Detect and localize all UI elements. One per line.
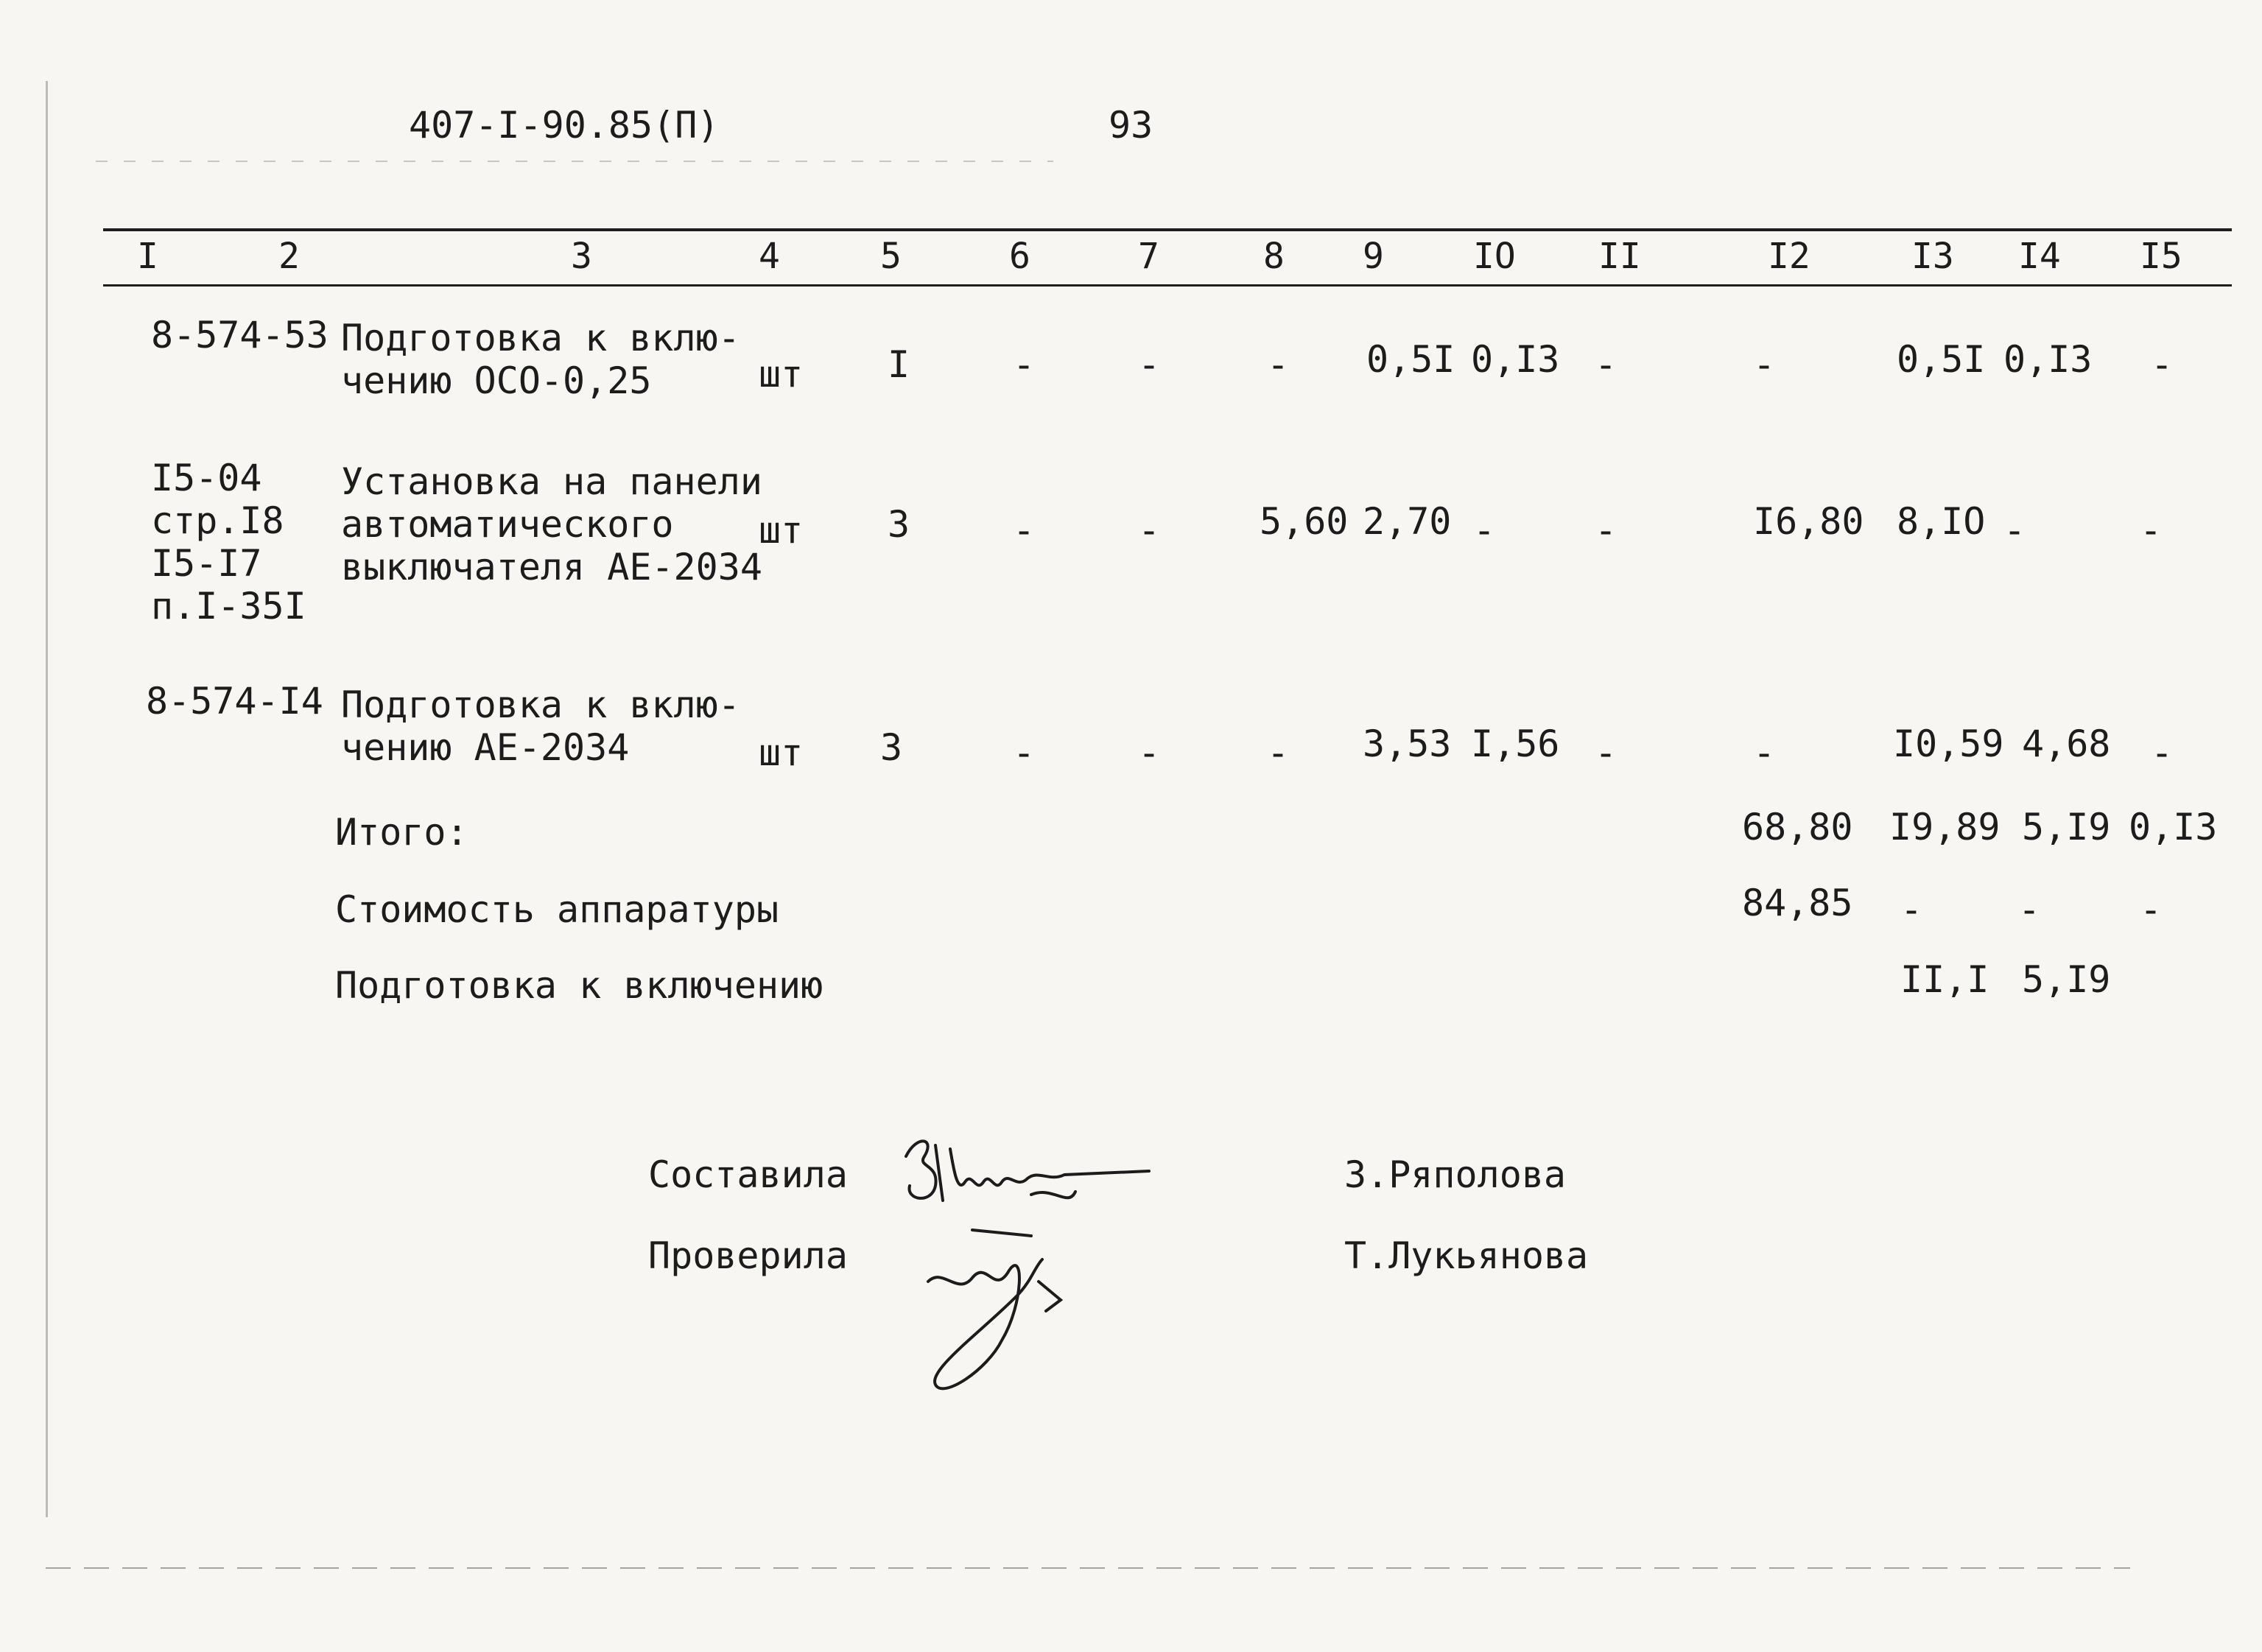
cell-col9: 3,53 — [1363, 723, 1452, 765]
checked-by-name: Т.Лукьянова — [1344, 1234, 1589, 1277]
column-header-14: I4 — [2018, 236, 2061, 277]
column-header-15: I5 — [2140, 236, 2182, 277]
column-header-4: 4 — [759, 236, 780, 277]
handwritten-signature-compiler — [884, 1112, 1164, 1223]
cell-col8: - — [1267, 731, 1290, 774]
row-reference: 8-574-I4 — [146, 680, 323, 723]
summary-col15: - — [2140, 888, 2163, 931]
summary-col14: 5,I9 — [2022, 806, 2111, 848]
cell-col8: - — [1267, 343, 1290, 386]
cell-col15: - — [2140, 509, 2163, 552]
cell-col13: I0,59 — [1893, 723, 2004, 765]
column-header-2: 2 — [278, 236, 300, 277]
row-quantity: 3 — [880, 726, 903, 769]
row-unit: шт — [759, 731, 804, 774]
cell-col14: 4,68 — [2022, 723, 2111, 765]
table-top-rule — [103, 228, 2232, 231]
summary-col12: 68,80 — [1742, 806, 1853, 848]
column-header-6: 6 — [1009, 236, 1030, 277]
cell-col15: - — [2151, 343, 2174, 386]
summary-col12: 84,85 — [1742, 882, 1853, 924]
summary-col15: 0,I3 — [2129, 806, 2218, 848]
scan-top-dashes — [96, 161, 1053, 162]
compiled-by-label: Составила — [648, 1153, 848, 1196]
cell-col14: - — [2003, 509, 2026, 552]
summary-col14: - — [2018, 888, 2041, 931]
checked-by-label: Проверила — [648, 1234, 848, 1277]
cell-col15: - — [2151, 731, 2174, 774]
cell-col7: - — [1138, 343, 1161, 386]
summary-col13: I9,89 — [1889, 806, 2001, 848]
column-header-9: 9 — [1363, 236, 1384, 277]
column-header-5: 5 — [880, 236, 902, 277]
cell-col12: - — [1753, 731, 1776, 774]
cell-col7: - — [1138, 731, 1161, 774]
column-header-8: 8 — [1263, 236, 1285, 277]
row-reference: I5-04 стр.I8 I5-I7 п.I-35I — [151, 457, 306, 628]
cell-col10: - — [1473, 509, 1496, 552]
column-header-12: I2 — [1768, 236, 1810, 277]
column-header-1: I — [137, 236, 158, 277]
row-unit: шт — [759, 509, 804, 552]
row-quantity: I — [888, 343, 910, 386]
cell-col10: 0,I3 — [1471, 338, 1560, 381]
document-code: 407-I-90.85(П) — [409, 104, 720, 147]
page-number: 93 — [1109, 104, 1153, 147]
scan-left-edge — [46, 81, 48, 1517]
cell-col13: 0,5I — [1897, 338, 1986, 381]
column-header-7: 7 — [1138, 236, 1159, 277]
row-description: Установка на панели автоматического выключателя АЕ-2034 — [341, 460, 762, 588]
cell-col6: - — [1013, 731, 1036, 774]
cell-col11: - — [1595, 509, 1618, 552]
cell-col8: 5,60 — [1260, 500, 1349, 543]
row-unit: шт — [759, 353, 804, 396]
row-description: Подготовка к вклю- чению АЕ-2034 — [341, 683, 740, 769]
cell-col10: I,56 — [1471, 723, 1560, 765]
cell-col6: - — [1013, 343, 1036, 386]
summary-col13: - — [1900, 888, 1923, 931]
summary-label: Итого: — [335, 811, 468, 854]
compiled-by-name: З.Ряполова — [1344, 1153, 1567, 1196]
cell-col13: 8,IO — [1897, 500, 1986, 543]
summary-label: Подготовка к включению — [335, 964, 823, 1007]
column-header-3: 3 — [571, 236, 592, 277]
row-reference: 8-574-53 — [151, 314, 329, 356]
cell-col12: - — [1753, 343, 1776, 386]
cell-col7: - — [1138, 509, 1161, 552]
header-bottom-rule — [103, 284, 2232, 287]
cell-col12: I6,80 — [1753, 500, 1864, 543]
cell-col11: - — [1595, 731, 1618, 774]
row-quantity: 3 — [888, 503, 910, 546]
scan-bottom-edge — [46, 1567, 2130, 1569]
summary-label: Стоимость аппаратуры — [335, 888, 779, 931]
summary-col13: II,I — [1900, 958, 1989, 1001]
row-description: Подготовка к вклю- чению ОСО-0,25 — [341, 317, 740, 402]
cell-col9: 2,70 — [1363, 500, 1452, 543]
summary-col14: 5,I9 — [2022, 958, 2111, 1001]
cell-col14: 0,I3 — [2003, 338, 2093, 381]
handwritten-signature-checker — [913, 1215, 1090, 1407]
cell-col9: 0,5I — [1366, 338, 1455, 381]
cell-col11: - — [1595, 343, 1618, 386]
column-header-13: I3 — [1911, 236, 1954, 277]
cell-col6: - — [1013, 509, 1036, 552]
column-header-10: IO — [1473, 236, 1516, 277]
column-header-11: II — [1598, 236, 1641, 277]
